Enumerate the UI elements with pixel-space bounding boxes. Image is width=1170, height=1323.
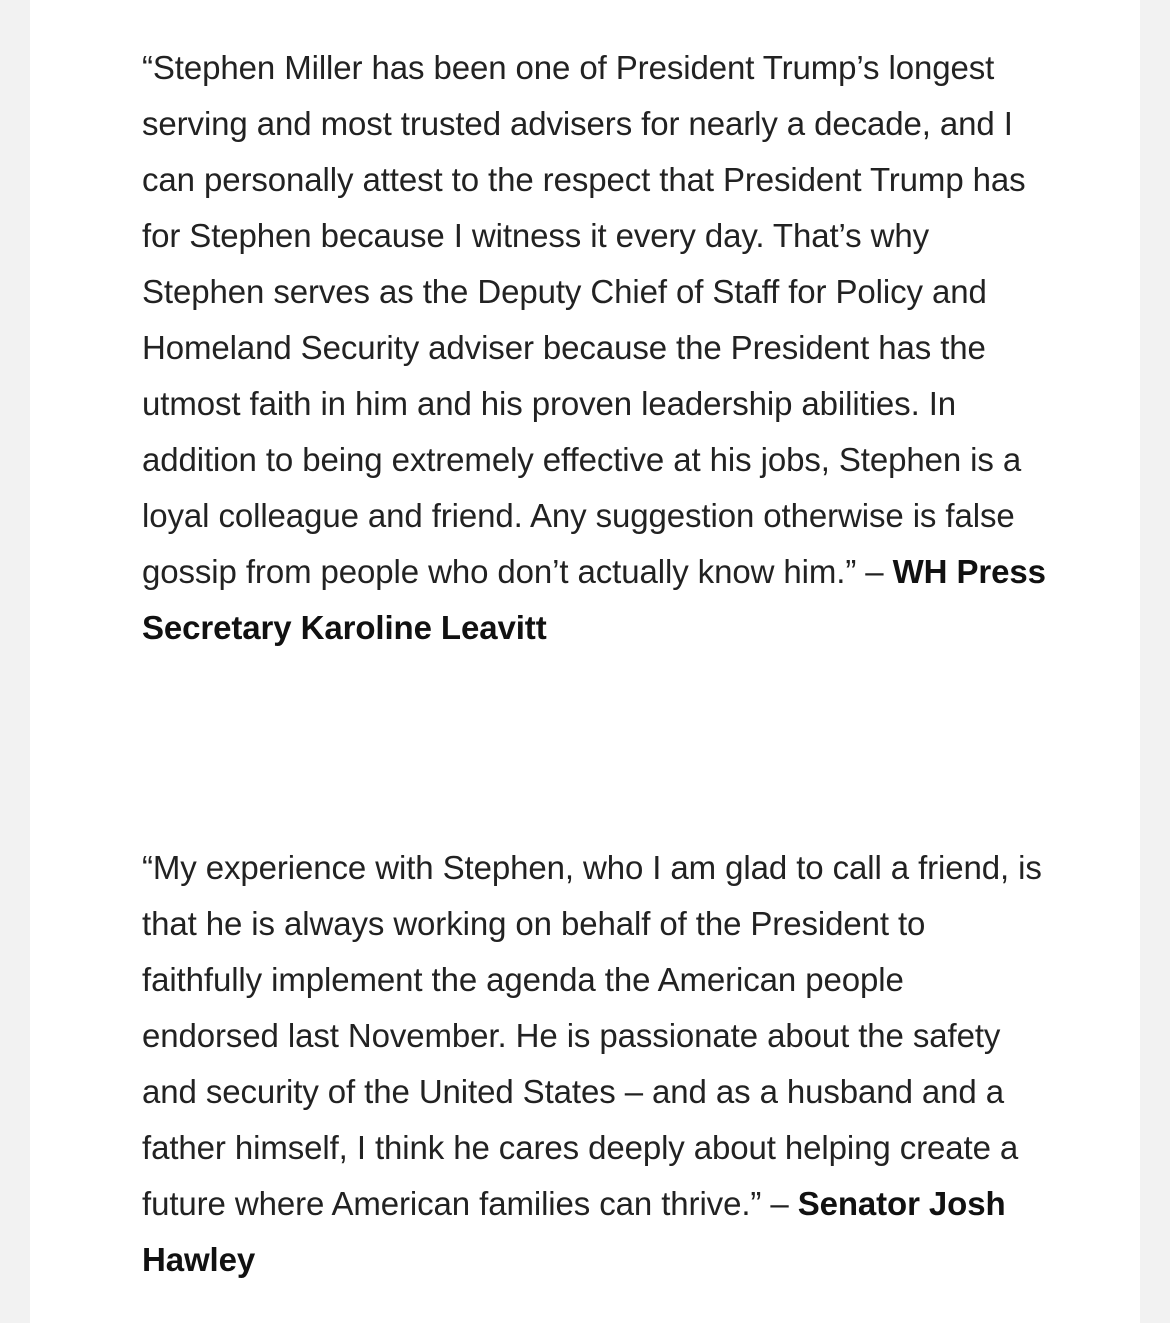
quote-leavitt [142, 40, 1047, 656]
quote-text: “My experience with Stephen, who I am glad to call a friend, is that he is always working on behalf of the President to faithfully implement the agenda the American people endorsed last November. He is passionate about the safety and security of the United States – and as a husband and a father himself, I think he cares deeply about helping create a future where American families can thrive.” – [142, 849, 1042, 1222]
quote-attribution: Senator Josh Hawley [142, 1185, 1006, 1278]
quote-attribution: WH Press Secretary Karoline Leavitt [142, 553, 1046, 646]
article-body [30, 0, 1140, 1323]
quote-text: “Stephen Miller has been one of President Trump’s longest serving and most trusted advisers for nearly a decade, and I can personally attest to the respect that President Trump has for Stephen because I witness it every day. That’s why Stephen serves as the Deputy Chief of Staff for Policy and Homeland Security adviser because the President has the utmost faith in him and his proven leadership abilities. In addition to being extremely effective at his jobs, Stephen is a loyal colleague and friend. Any suggestion otherwise is false gossip from people who don’t actually know him.” – [142, 49, 1026, 590]
quote-hawley [142, 840, 1047, 1288]
